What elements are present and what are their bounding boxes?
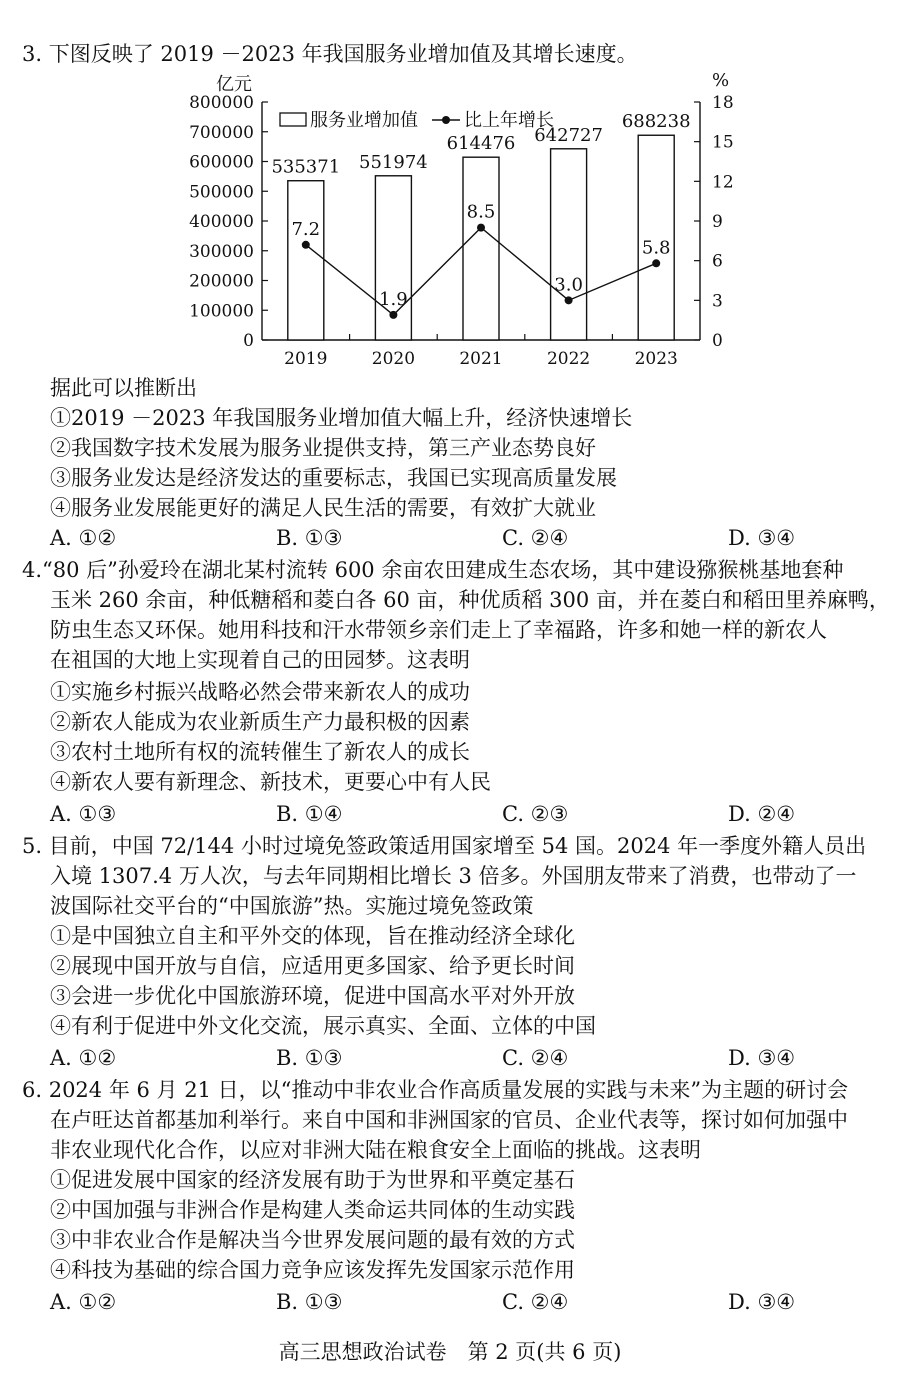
left-tick-label: 700000 xyxy=(189,122,254,143)
x-tick-label: 2023 xyxy=(634,349,678,369)
growth-point xyxy=(565,296,573,304)
question-3-lead: 据此可以推断出 xyxy=(50,376,197,400)
growth-value-label: 7.2 xyxy=(291,218,321,240)
left-axis-unit: 亿元 xyxy=(216,74,252,95)
q3-option-a[interactable]: A. ①② xyxy=(50,526,117,550)
q6-option-d[interactable]: D. ③④ xyxy=(728,1290,796,1314)
q5-option-d[interactable]: D. ③④ xyxy=(728,1046,796,1070)
q6-option-a[interactable]: A. ①② xyxy=(50,1290,117,1314)
q6-option-c[interactable]: C. ②④ xyxy=(502,1290,569,1314)
legend-bar-label: 服务业增加值 xyxy=(310,110,418,131)
bar xyxy=(288,181,324,340)
q3-statement-3: ③服务业发达是经济发达的重要标志，我国已实现高质量发展 xyxy=(50,466,617,490)
left-tick-label: 0 xyxy=(243,331,254,351)
legend-line-label: 比上年增长 xyxy=(464,110,554,131)
x-tick-label: 2022 xyxy=(546,349,591,369)
question-4-line-4: 在祖国的大地上实现着自己的田园梦。这表明 xyxy=(50,648,470,672)
q6-option-b[interactable]: B. ①③ xyxy=(276,1290,343,1314)
q5-option-b[interactable]: B. ①③ xyxy=(276,1046,343,1070)
question-4-line-2: 玉米 260 余亩，种低糖稻和菱白各 60 亩，种优质稻 300 亩，并在菱白和稻田里养麻鸭， xyxy=(50,588,890,612)
question-4-line-1: 4.“80 后”孙爱玲在湖北某村流转 600 余亩农田建成生态农场，其中建设猕猴桃基地套种 xyxy=(22,558,844,582)
growth-point xyxy=(477,224,485,232)
legend-bar-swatch xyxy=(280,113,306,126)
x-tick-label: 2021 xyxy=(459,349,503,369)
question-5-line-3: 波国际社交平台的“中国旅游”热。实施过境免签政策 xyxy=(50,894,534,918)
right-tick-label: 18 xyxy=(712,93,734,113)
q5-statement-4: ④有利于促进中外文化交流，展示真实、全面、立体的中国 xyxy=(50,1014,596,1038)
left-tick-label: 600000 xyxy=(189,152,254,173)
right-tick-label: 12 xyxy=(712,172,734,193)
q4-statement-1: ①实施乡村振兴战略必然会带来新农人的成功 xyxy=(50,680,470,704)
q6-statement-2: ②中国加强与非洲合作是构建人类命运共同体的生动实践 xyxy=(50,1198,575,1222)
q6-statement-4: ④科技为基础的综合国力竞争应该发挥先发国家示范作用 xyxy=(50,1258,575,1282)
bar-value-label: 614476 xyxy=(446,133,516,155)
right-tick-label: 6 xyxy=(712,251,723,272)
growth-value-label: 3.0 xyxy=(554,274,583,296)
question-5-line-1: 5. 目前，中国 72/144 小时过境免签政策适用国家增至 54 国。2024 年一季度外籍人员出 xyxy=(22,834,867,858)
growth-point xyxy=(302,241,310,249)
right-tick-label: 9 xyxy=(712,212,723,232)
q6-statement-1: ①促进发展中国家的经济发展有助于为世界和平奠定基石 xyxy=(50,1168,575,1192)
bar xyxy=(463,157,499,340)
left-tick-label: 100000 xyxy=(189,301,254,322)
q5-statement-1: ①是中国独立自主和平外交的体现，旨在推动经济全球化 xyxy=(50,924,575,948)
q6-statement-3: ③中非农业合作是解决当今世界发展问题的最有效的方式 xyxy=(50,1228,575,1252)
q5-option-c[interactable]: C. ②④ xyxy=(502,1046,569,1070)
left-tick-label: 300000 xyxy=(189,241,254,262)
left-tick-label: 200000 xyxy=(189,271,254,292)
service-industry-chart xyxy=(0,0,900,380)
growth-value-label: 5.8 xyxy=(641,237,671,259)
q4-option-c[interactable]: C. ②③ xyxy=(502,802,569,826)
q4-statement-3: ③农村土地所有权的流转催生了新农人的成长 xyxy=(50,740,470,764)
growth-point xyxy=(389,311,397,319)
bar-value-label: 642727 xyxy=(534,124,603,146)
q5-statement-3: ③会进一步优化中国旅游环境，促进中国高水平对外开放 xyxy=(50,984,575,1008)
q3-statement-4: ④服务业发展能更好的满足人民生活的需要，有效扩大就业 xyxy=(50,496,596,520)
q3-option-c[interactable]: C. ②④ xyxy=(502,526,569,550)
right-tick-label: 15 xyxy=(712,132,734,153)
q4-statement-2: ②新农人能成为农业新质生产力最积极的因素 xyxy=(50,710,470,734)
x-tick-label: 2019 xyxy=(284,349,328,369)
q4-option-d[interactable]: D. ②④ xyxy=(728,802,796,826)
legend-line-marker xyxy=(442,116,450,124)
right-tick-label: 0 xyxy=(712,331,723,351)
q3-statement-1: ①2019 －2023 年我国服务业增加值大幅上升，经济快速增长 xyxy=(50,406,633,430)
q3-option-b[interactable]: B. ①③ xyxy=(276,526,343,550)
bar-value-label: 551974 xyxy=(359,151,428,173)
question-4-line-3: 防虫生态又环保。她用科技和汗水带领乡亲们走上了幸福路，许多和她一样的新农人 xyxy=(50,618,827,642)
right-tick-label: 3 xyxy=(712,291,723,312)
q4-statement-4: ④新农人要有新理念、新技术，更要心中有人民 xyxy=(50,770,491,794)
x-tick-label: 2020 xyxy=(371,349,416,369)
left-tick-label: 400000 xyxy=(189,212,254,232)
q3-statement-2: ②我国数字技术发展为服务业提供支持，第三产业态势良好 xyxy=(50,436,596,460)
question-6-line-3: 非农业现代化合作，以应对非洲大陆在粮食安全上面临的挑战。这表明 xyxy=(50,1138,701,1162)
bar-value-label: 535371 xyxy=(271,156,341,178)
growth-value-label: 1.9 xyxy=(379,288,408,310)
question-5-line-2: 入境 1307.4 万人次，与去年同期相比增长 3 倍多。外国朋友带来了消费，也带动了一 xyxy=(50,864,857,888)
q5-statement-2: ②展现中国开放与自信，应适用更多国家、给予更长时间 xyxy=(50,954,575,978)
left-tick-label: 500000 xyxy=(189,182,254,203)
growth-point xyxy=(652,259,660,267)
growth-value-label: 8.5 xyxy=(466,201,496,223)
question-6-line-2: 在卢旺达首都基加利举行。来自中国和非洲国家的官员、企业代表等，探讨如何加强中 xyxy=(50,1108,848,1132)
q5-option-a[interactable]: A. ①② xyxy=(50,1046,117,1070)
right-axis-unit: % xyxy=(712,70,730,91)
question-3-stem: 3. 下图反映了 2019 －2023 年我国服务业增加值及其增长速度。 xyxy=(22,42,638,66)
q4-option-a[interactable]: A. ①③ xyxy=(50,802,117,826)
bar-value-label: 688238 xyxy=(621,111,691,133)
page-footer: 高三思想政治试卷 第 2 页(共 6 页) xyxy=(278,1340,622,1364)
left-tick-label: 800000 xyxy=(189,93,254,113)
q3-option-d[interactable]: D. ③④ xyxy=(728,526,796,550)
question-6-line-1: 6. 2024 年 6 月 21 日，以“推动中非农业合作高质量发展的实践与未来”为主题的研讨会 xyxy=(22,1078,849,1102)
q4-option-b[interactable]: B. ①④ xyxy=(276,802,343,826)
bar xyxy=(551,149,587,340)
